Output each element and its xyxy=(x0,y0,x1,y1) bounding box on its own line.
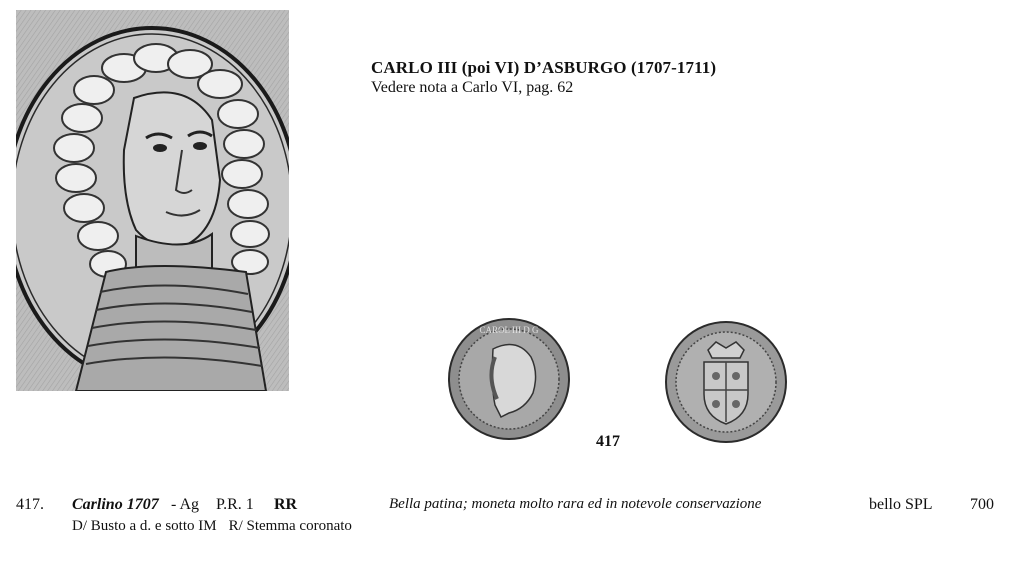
coin-obverse-image xyxy=(447,317,571,441)
coin-name: Carlino 1707 xyxy=(72,496,159,513)
coin-price: 700 xyxy=(970,496,994,513)
obverse-legend: CAROL III D G xyxy=(479,325,539,335)
rarity-index: P.R. 1 xyxy=(216,496,254,513)
coin-metal: - Ag xyxy=(171,496,199,513)
portrait-illustration xyxy=(16,10,289,391)
cross-reference-note: Vedere nota a Carlo VI, pag. 62 xyxy=(371,79,574,96)
entry-number: 417. xyxy=(16,496,44,513)
coin-figure-number: 417 xyxy=(596,433,620,450)
reverse-description: R/ Stemma coronato xyxy=(228,518,352,534)
coin-sides-description xyxy=(72,518,352,535)
conservation-grade: bello SPL xyxy=(869,496,933,513)
section-heading xyxy=(371,58,716,98)
coin-description: Bella patina; moneta molto rara ed in notevole conservazione xyxy=(389,496,762,512)
ruler-title: CARLO III (poi VI) D’ASBURGO (1707-1711) xyxy=(371,58,717,77)
coin-reverse-image xyxy=(664,320,788,444)
portrait-engraving xyxy=(16,10,289,391)
obverse-description: D/ Busto a d. e sotto IM xyxy=(72,518,217,534)
rarity-grade: RR xyxy=(274,496,298,513)
